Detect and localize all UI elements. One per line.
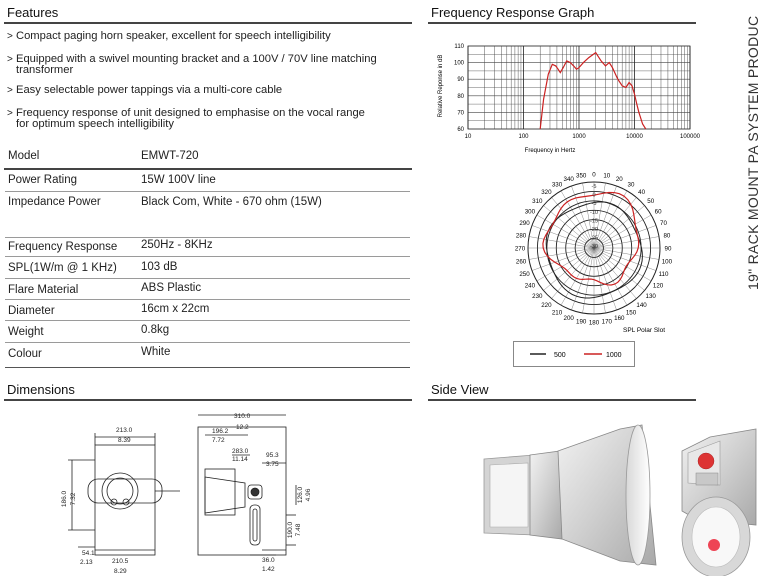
svg-text:3.75: 3.75 bbox=[266, 461, 279, 468]
row-divider bbox=[5, 342, 410, 343]
y-axis-label: Relative Reponse in dB bbox=[438, 54, 444, 118]
side-view-outline bbox=[198, 427, 286, 555]
spec-value: ABS Plastic bbox=[141, 282, 202, 294]
svg-text:7.72: 7.72 bbox=[212, 437, 225, 444]
polar-angle-label: 230 bbox=[532, 293, 543, 301]
polar-angle-label: 60 bbox=[654, 208, 662, 216]
polar-angle-label: 310 bbox=[532, 197, 543, 205]
side-view-photo bbox=[470, 415, 756, 576]
row-divider bbox=[5, 278, 410, 279]
freq-grid bbox=[468, 46, 690, 129]
polar-angle-label: 0 bbox=[592, 171, 596, 179]
polar-angle-label: 30 bbox=[627, 181, 635, 189]
polar-angle-label: 210 bbox=[551, 309, 563, 317]
polar-angle-label: 340 bbox=[563, 176, 574, 183]
polar-angle-label: 190 bbox=[576, 318, 587, 326]
legend-label-1000: 1000 bbox=[606, 352, 622, 359]
polar-angle-label: 10 bbox=[603, 172, 611, 180]
bullet-icon: > bbox=[7, 85, 13, 96]
polar-angle-label: 250 bbox=[519, 270, 530, 278]
bullet-icon: > bbox=[7, 31, 13, 42]
features-rule bbox=[4, 22, 412, 24]
label-sticker-icon bbox=[708, 539, 720, 551]
polar-angle-label: 280 bbox=[515, 232, 527, 240]
polar-angle-label: 200 bbox=[563, 315, 574, 322]
feature-item bbox=[7, 85, 412, 96]
svg-text:1.42: 1.42 bbox=[262, 566, 275, 573]
spec-value: Black Com, White - 670 ohm (15W) bbox=[141, 196, 322, 208]
spec-label: Impedance Power bbox=[8, 196, 101, 208]
feature-text: Equipped with a swivel mounting bracket and a 100V / 70V line matching bbox=[16, 53, 377, 65]
polar-angle-label: 130 bbox=[645, 293, 656, 301]
spec-value: White bbox=[141, 346, 171, 358]
row-divider bbox=[5, 299, 410, 300]
polar-angle-label: 240 bbox=[524, 282, 536, 290]
polar-ring-label: -30 bbox=[589, 244, 599, 251]
polar-angle-label: 270 bbox=[514, 245, 526, 253]
polar-angle-label: 150 bbox=[625, 309, 637, 317]
polar-ring-label: -5 bbox=[591, 201, 597, 208]
bullet-icon: > bbox=[7, 108, 13, 119]
svg-text:186.0: 186.0 bbox=[61, 490, 68, 508]
polar-angle-label: 40 bbox=[638, 188, 646, 196]
x-tick-label: 100 bbox=[518, 134, 529, 140]
spec-label: Model bbox=[8, 150, 40, 162]
polar-ring-label: -20 bbox=[589, 227, 599, 233]
polar-angle-label: 70 bbox=[660, 220, 667, 228]
svg-text:12.2: 12.2 bbox=[236, 424, 249, 431]
brand-logo-icon bbox=[698, 453, 714, 469]
spec-label: Weight bbox=[8, 326, 44, 338]
polar-angle-label: 80 bbox=[663, 232, 671, 240]
polar-angle-label: 170 bbox=[601, 318, 612, 326]
feature-text: Easy selectable power tappings via a multi-core cable bbox=[16, 84, 283, 96]
spec-label: Flare Material bbox=[8, 284, 79, 296]
polar-angle-label: 120 bbox=[652, 282, 664, 290]
polar-legend bbox=[513, 341, 635, 367]
features-title: Features bbox=[7, 5, 59, 20]
polar-angle-label: 260 bbox=[515, 258, 527, 266]
polar-angle-label: 220 bbox=[541, 302, 552, 310]
polar-caption: SPL Polar Slot bbox=[623, 327, 666, 334]
svg-text:4.96: 4.96 bbox=[305, 488, 312, 502]
polar-ring-label: -10 bbox=[589, 209, 599, 216]
feature-text: Compact paging horn speaker, excellent for speech intelligibility bbox=[16, 30, 331, 42]
polar-plot bbox=[500, 160, 700, 338]
feature-item bbox=[7, 31, 412, 42]
feature-text-cont: for optimum speech intelligibility bbox=[16, 118, 174, 130]
svg-text:213.0: 213.0 bbox=[116, 427, 133, 434]
row-divider bbox=[5, 367, 410, 368]
spec-label: Diameter bbox=[8, 305, 55, 317]
polar-ring-label: -15 bbox=[589, 218, 599, 225]
frequency-response-chart bbox=[428, 38, 700, 156]
svg-text:190.0: 190.0 bbox=[287, 521, 294, 539]
feature-text: Frequency response of unit designed to emphasise on the vocal range bbox=[16, 107, 365, 119]
spec-label: Colour bbox=[8, 348, 42, 360]
horn-mouth bbox=[626, 425, 650, 565]
polar-angle-label: 300 bbox=[524, 208, 536, 216]
polar-angle-label: 350 bbox=[576, 172, 587, 180]
polar-angle-label: 290 bbox=[519, 220, 530, 228]
polar-ring-label: 0 bbox=[592, 192, 596, 199]
polar-ring-label: -5 bbox=[591, 184, 597, 190]
spec-value: 0.8kg bbox=[141, 324, 170, 336]
svg-text:95.3: 95.3 bbox=[266, 452, 279, 459]
row-divider bbox=[5, 320, 410, 321]
svg-text:283.0: 283.0 bbox=[232, 448, 249, 455]
y-tick-label: 90 bbox=[457, 77, 464, 84]
polar-angle-label: 110 bbox=[658, 270, 669, 278]
spec-value: 103 dB bbox=[141, 261, 178, 273]
svg-text:310.0: 310.0 bbox=[234, 413, 251, 420]
svg-text:7.48: 7.48 bbox=[295, 523, 302, 537]
polar-angle-label: 330 bbox=[551, 181, 563, 189]
svg-text:8.39: 8.39 bbox=[118, 437, 131, 444]
svg-text:210.5: 210.5 bbox=[112, 558, 129, 565]
y-tick-label: 60 bbox=[457, 127, 464, 133]
polar-ring-label: -25 bbox=[589, 235, 599, 242]
feature-text-cont: transformer bbox=[16, 64, 74, 76]
svg-text:196.2: 196.2 bbox=[212, 428, 229, 435]
svg-text:11.14: 11.14 bbox=[232, 456, 248, 463]
spec-label: Power Rating bbox=[8, 174, 78, 186]
feature-item bbox=[7, 108, 412, 130]
svg-text:8.29: 8.29 bbox=[114, 568, 127, 575]
row-divider bbox=[5, 191, 410, 192]
polar-angle-label: 20 bbox=[615, 176, 623, 183]
x-tick-label: 10 bbox=[464, 134, 472, 140]
x-tick-label: 10000 bbox=[626, 134, 643, 140]
polar-angle-label: 160 bbox=[614, 315, 625, 322]
polar-angle-label: 140 bbox=[636, 302, 647, 310]
svg-text:7.32: 7.32 bbox=[70, 492, 77, 506]
y-tick-label: 70 bbox=[457, 110, 464, 117]
polar-angle-label: 100 bbox=[661, 258, 673, 266]
polar-angle-label: 50 bbox=[647, 197, 655, 205]
y-tick-label: 100 bbox=[453, 60, 464, 67]
y-tick-label: 110 bbox=[454, 44, 464, 50]
polar-angle-label: 180 bbox=[588, 319, 600, 327]
vertical-product-title: 19" RACK MOUNT PA SYSTEM PRODUC bbox=[745, 15, 761, 290]
x-tick-label: 1000 bbox=[572, 134, 586, 140]
polar-angle-label: 320 bbox=[541, 188, 552, 196]
freq-graph-rule bbox=[428, 22, 696, 24]
legend-label-500: 500 bbox=[554, 352, 566, 359]
side-view-rule bbox=[428, 399, 696, 401]
dimensions-rule bbox=[4, 399, 412, 401]
svg-text:126.0: 126.0 bbox=[297, 486, 304, 504]
row-divider bbox=[5, 237, 410, 238]
polar-angle-label: 90 bbox=[664, 245, 672, 253]
feature-item bbox=[7, 54, 412, 76]
spec-value: EMWT-720 bbox=[141, 150, 199, 162]
svg-text:36.0: 36.0 bbox=[262, 557, 275, 564]
svg-text:54.1: 54.1 bbox=[82, 550, 95, 557]
svg-text:2.13: 2.13 bbox=[80, 559, 93, 566]
spec-label: Frequency Response bbox=[8, 241, 118, 253]
spec-value: 15W 100V line bbox=[141, 174, 216, 186]
row-divider bbox=[5, 256, 410, 257]
spec-label: SPL(1W/m @ 1 KHz) bbox=[8, 262, 117, 274]
side-view-title: Side View bbox=[431, 382, 489, 397]
spec-value: 250Hz - 8KHz bbox=[141, 239, 213, 251]
bullet-icon: > bbox=[7, 54, 13, 65]
x-axis-label: Frequency in Hertz bbox=[524, 148, 576, 154]
y-tick-label: 80 bbox=[457, 93, 464, 100]
dimensions-drawing bbox=[0, 405, 420, 576]
horn-driver bbox=[530, 451, 562, 539]
x-tick-label: 100000 bbox=[679, 134, 701, 140]
spec-header-rule bbox=[4, 168, 412, 170]
dimensions-title: Dimensions bbox=[7, 382, 75, 397]
spec-value: 16cm x 22cm bbox=[141, 303, 210, 315]
freq-graph-title: Frequency Response Graph bbox=[431, 5, 595, 20]
